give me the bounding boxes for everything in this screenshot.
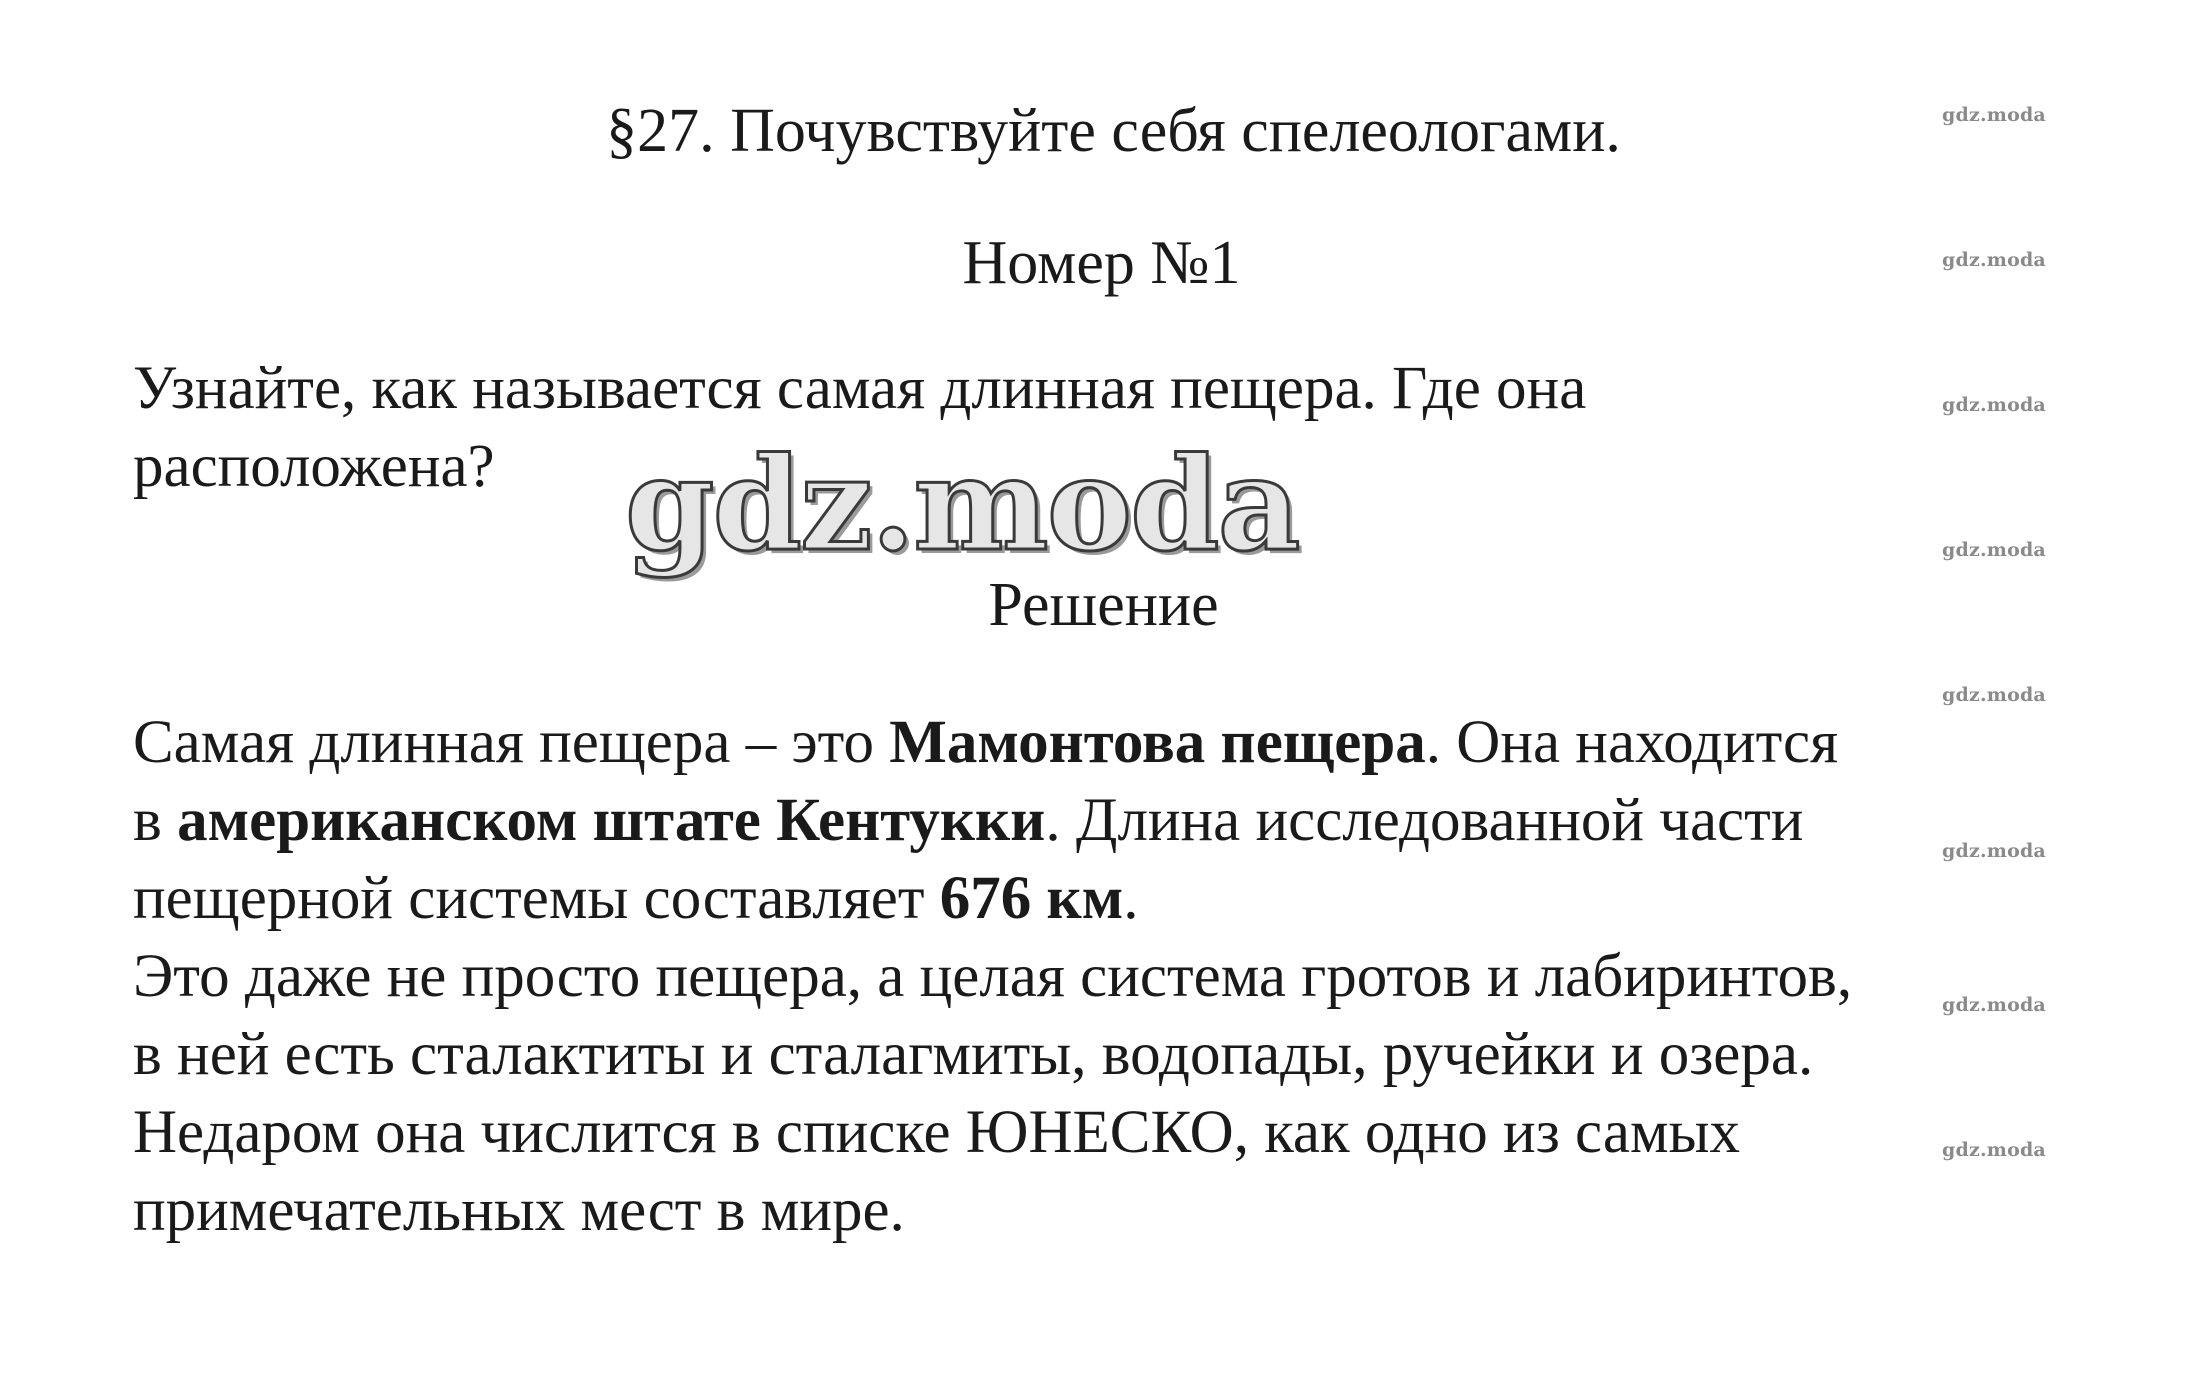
watermark-small: gdz.moda: [1942, 1139, 2046, 1161]
solution-line-3: [133, 860, 1852, 938]
solution-text: [133, 704, 1852, 1250]
solution-heading: Решение: [988, 571, 1219, 639]
exercise-number: Номер №1: [962, 229, 1241, 297]
solution-line-1-text-a: Самая длинная пещера – это: [133, 709, 890, 776]
watermark-small: gdz.moda: [1942, 249, 2046, 271]
cave-location: американском штате Кентукки: [177, 787, 1046, 854]
watermark-small: gdz.moda: [1942, 104, 2046, 126]
page-title: §27. Почувствуйте себя спелеологами.: [606, 97, 1621, 165]
watermark-small: gdz.moda: [1942, 684, 2046, 706]
solution-line-3-text-a: пещерной системы составляет: [133, 865, 940, 932]
solution-line-2-text-c: . Длина исследованной части: [1045, 787, 1804, 854]
solution-line-7: примечательных мест в мире.: [133, 1177, 905, 1244]
solution-line-3-text-c: .: [1123, 865, 1139, 932]
solution-line-4: Это даже не просто пещера, а целая система гротов и лабиринтов,: [133, 943, 1853, 1010]
solution-line-5: в ней есть сталактиты и сталагмиты, водопады, ручейки и озера.: [133, 1021, 1814, 1088]
watermark-small: gdz.moda: [1942, 994, 2046, 1016]
watermark-small: gdz.moda: [1942, 840, 2046, 862]
solution-line-1: [133, 704, 1852, 782]
cave-length: 676 км: [939, 865, 1124, 932]
watermark-logo: gdz.moda: [625, 430, 1299, 580]
solution-line-2: [133, 782, 1852, 860]
watermark-small: gdz.moda: [1942, 539, 2046, 561]
cave-name: Мамонтова пещера: [889, 709, 1426, 776]
solution-line-2-text-a: в: [133, 787, 178, 854]
task-line-1: Узнайте, как называется самая длинная пещера. Где она: [133, 355, 1587, 422]
task-line-2: расположена?: [133, 433, 495, 500]
solution-line-6: Недаром она числится в списке ЮНЕСКО, как одно из самых: [133, 1099, 1741, 1166]
solution-line-1-text-c: . Она находится: [1425, 709, 1839, 776]
watermark-small: gdz.moda: [1942, 394, 2046, 416]
